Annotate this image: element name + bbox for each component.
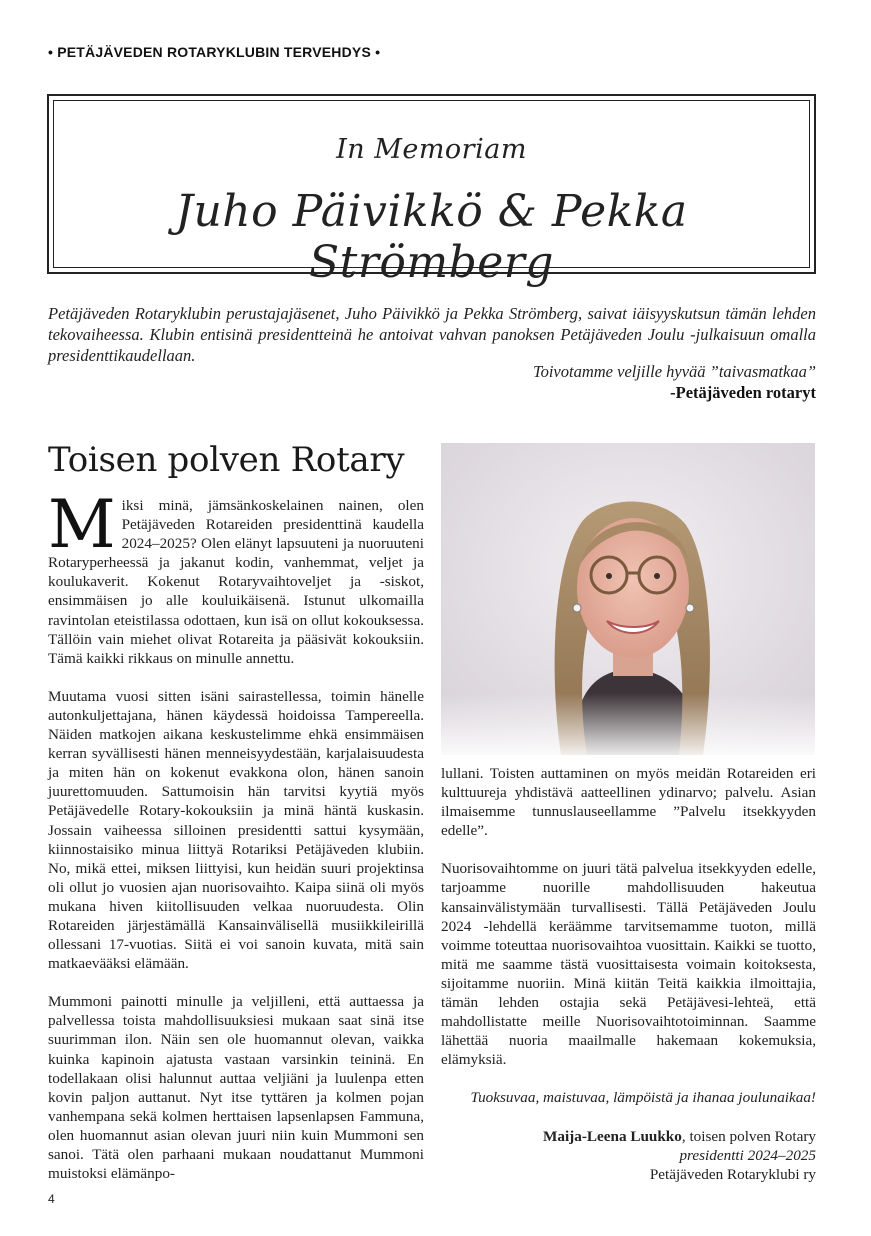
memoriam-signature: -Petäjäveden rotaryt bbox=[670, 383, 816, 402]
portrait-illustration bbox=[441, 443, 815, 755]
signature-name: Maija-Leena Luukko bbox=[543, 1128, 682, 1145]
signature-line-1 bbox=[543, 1127, 816, 1146]
in-memoriam-names: Juho Päivikkö & Pekka Strömberg bbox=[175, 186, 688, 288]
page-header: • PETÄJÄVEDEN ROTARYKLUBIN TERVEHDYS • bbox=[48, 44, 381, 60]
signature-role: presidentti 2024–2025 bbox=[679, 1147, 816, 1165]
signature-title: , toisen polven Rotary bbox=[681, 1128, 816, 1145]
article-title: Toisen polven Rotary bbox=[48, 440, 405, 480]
article-right-column bbox=[441, 764, 816, 1088]
article-closing-greeting: Tuoksuvaa, maistuvaa, lämpöistä ja ihanaa joulunaikaa! bbox=[470, 1089, 816, 1106]
signature-club: Petäjäveden Rotaryklubi ry bbox=[649, 1166, 816, 1184]
article-paragraph-5: Nuorisovaihtomme on juuri tätä palvelua itsekkyyden edelle, tarjoamme nuorille mahdollisuuden hakeutua kansainvälistymään turvallisesti. Tällä Petäjäveden Joulu 2024 -lehdellä keräämme tarvitsemamme tuoton, millä voimme toteuttaa nuorisovaihtoa vuosittain. Kaikki se tuotto, mitä me saamme tästä vuosittaisesta voimain koitoksesta, sijoitamme nuoriin. Minä kiitän Teitä kaikkia ilmoittajia, tämän lehden ostajia sekä Petäjävesi-lehteä, että mahdollistatte meille Nuorisovaihtotoiminnan. Saamme lähettää nuoria maailmalle hakemaan kokemuksia, elämyksiä. bbox=[441, 860, 816, 1069]
article-signature bbox=[543, 1127, 816, 1184]
article-paragraph-1 bbox=[48, 486, 424, 668]
memoriam-wish: Toivotamme veljille hyvää ”taivasmatkaa” bbox=[532, 362, 816, 381]
memoriam-intro-text: Petäjäveden Rotaryklubin perustajajäsenet, Juho Päivikkö ja Pekka Strömberg, saivat iäisyyskutsun tämän lehden tekovaiheessa. Klubin entisinä presidentteinä he antoivat vahvan panoksen Petäjäveden Joulu -julkaisuun omalla presidenttikaudellaan. bbox=[48, 304, 816, 365]
page-number: 4 bbox=[48, 1192, 55, 1206]
drop-cap: M bbox=[48, 486, 116, 563]
article-paragraph-4: lullani. Toisten auttaminen on myös meidän Rotareiden eri kulttuureja yhdistävä aatteellinen ydinarvo; palvelu. Asian ilmaisemme tunnuslauseellamme ”Palvelu itsekkyyden edelle”. bbox=[441, 765, 816, 840]
article-paragraph-2: Muutama vuosi sitten isäni sairastellessa, toimin hänelle autonkuljettajana, hänen käydessä hoidoissa Tampereella. Näiden matkojen aikana keskustelimme ehkä ensimmäisen kerran syvällisesti hänen menneisyydestään, karjalaisuudesta ja miten hän on kokenut evakkona olon, hänen sanoin juurettomuuden. Sattumoisin hän tarvitsi kyytiä myös Petäjävedelle Rotary-kokouksiin ja minä häntä kuskasin. Jossain vaiheessa silloinen presidentti sattui kysymään, kiinnostaisiko minua liittyä Rotariksi Petäjäveden klubiin. No, mikä ettei, miksen liittyisi, kun heidän suuri projektinsa oli ollut jo vuosien ajan nuorisovaihto. Kaipa siinä oli myös mukana hiven kiitollisuuden velkaa nuoruudesta. Olin Rotareiden järjestämällä Kansainvälisellä musiikkileirillä ollessani 17-vuotias. Siitä ei voi sanoin kuvata, mitä sain matkaevääksi elämään. bbox=[48, 687, 424, 973]
article-paragraph-1-text: iksi minä, jämsänkoskelainen nainen, olen Petäjäveden Rotareiden presidenttinä kaudella 2024–2025? Olen elänyt lapsuuteni ja nuoruuteni Rotaryperheessä ja jakanut kodin, vanhemmat, veljet ja koulukaverit. Kokenut Rotaryvaihtoveljet ja -siskot, ensimmäisen jo alle kouluikäisenä. Istunut ulkomailla ravintolan eteistilassa odottaen, kun isä on ollut kokouksessa. Tällöin vain miehet olivat Rotareita ja pääsivät kokouksiin. Tämä kaikki rikkaus on minulle annettu. bbox=[48, 497, 424, 667]
article-left-column bbox=[48, 486, 424, 1202]
in-memoriam-heading: In Memoriam bbox=[336, 134, 527, 165]
author-portrait-photo bbox=[441, 443, 815, 755]
in-memoriam-box bbox=[47, 94, 816, 288]
article-paragraph-3: Mummoni painotti minulle ja veljilleni, että auttaessa ja palvellessa toista mahdollisuuksiesi mukaan saat sinä itse suurimman ilon. Näin sen ole huomannut olevan, vaikka kuinka kapinoin ajatusta vastaan varsinkin teininä. En todellakaan olisi halunnut auttaa veljiäni ja luulenpa etten kovin paljon auttanut. Nyt itse tyttären ja kolmen pojan vanhempana sekä kolmen herttaisen lapsenlapsen Fammuna, olen huomannut asian olevan juuri niin kuin Mummoni sen sanoi. Tätä olen parhaani mukaan noudattanut Mummoni muistoksi elämänpo- bbox=[48, 993, 424, 1183]
